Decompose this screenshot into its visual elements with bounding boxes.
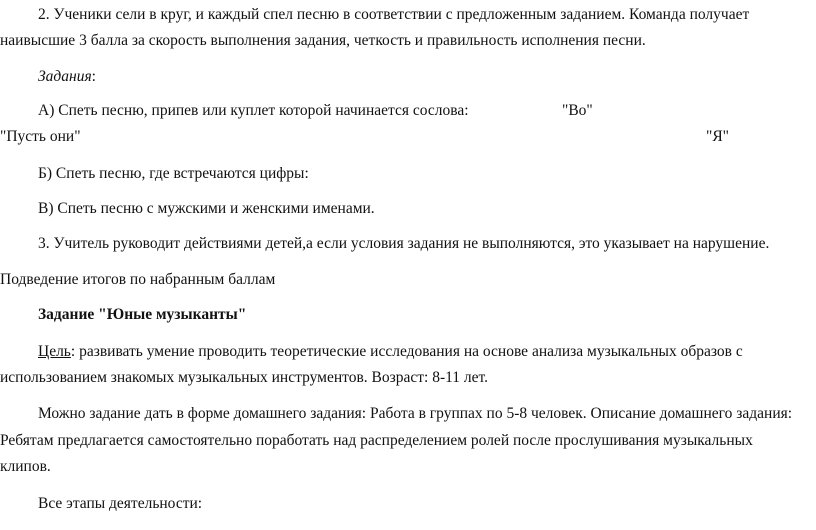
goal-line-2: использованием знакомых музыкальных инструментов. Возраст: 8-11 лет. <box>0 369 489 386</box>
tasks-heading-label: Задания <box>38 68 92 85</box>
section-title: Задание "Юные музыканты" <box>38 306 247 323</box>
goal-text: : развивать умение проводить теоретические исследования на основе анализа музыкальных образов с <box>70 343 743 360</box>
goal-label: Цель <box>38 343 71 360</box>
task-a-word-1: "Во" <box>562 102 593 119</box>
paragraph-3: 3. Учитель руководит действиями детей,а если условия задания не выполняются, это указывает на нарушение. <box>38 235 770 252</box>
tasks-heading-colon: : <box>91 68 96 85</box>
task-b: Б) Спеть песню, где встречаются цифры: <box>38 165 309 182</box>
tasks-heading <box>38 68 96 86</box>
task-c: В) Спеть песню с мужскими и женскими именами. <box>38 200 375 217</box>
homework-line-3: клипов. <box>0 458 51 475</box>
paragraph-2-line-2: наивысшие 3 балла за скорость выполнения задания, четкость и правильность исполнения песни. <box>0 32 646 49</box>
task-a-word-3: "Я" <box>706 128 729 145</box>
task-a-text: А) Спеть песню, припев или куплет которой начинается сослова: <box>38 102 469 119</box>
paragraph-2-line-1: 2. Ученики сели в круг, и каждый спел песню в соответствии с предложенным заданием. Команда получает <box>38 6 750 23</box>
homework-line-2: Ребятам предлагается самостоятельно поработать над распределением ролей после прослушивания музыкальных <box>0 432 753 449</box>
stages-heading: Все этапы деятельности: <box>38 495 203 512</box>
goal-line-1 <box>38 343 743 361</box>
summary-line: Подведение итогов по набранным баллам <box>0 271 276 288</box>
task-a-word-2: "Пусть они" <box>0 128 81 145</box>
homework-line-1: Можно задание дать в форме домашнего задания: Работа в группах по 5-8 человек. Описание домашнего задания: <box>38 405 793 422</box>
